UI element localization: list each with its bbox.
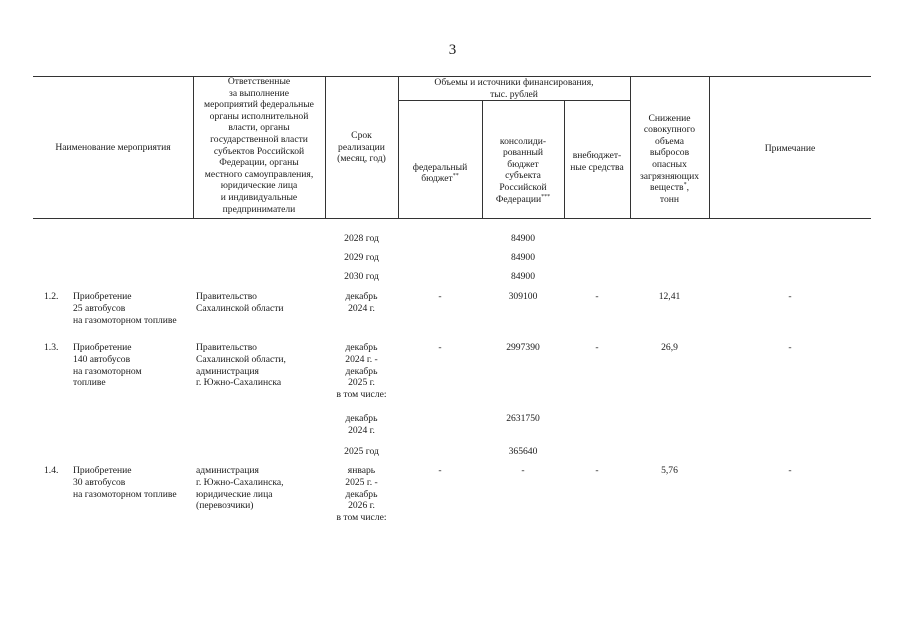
row-1-4-consolidated: - bbox=[521, 465, 525, 476]
row-1-4-reduction: 5,76 bbox=[661, 465, 678, 476]
row-1-2-name: Приобретение 25 автобусов на газомоторном топливе bbox=[73, 291, 177, 326]
header-reduction-text: Снижение совокупного объема выбросов опасных загрязняющих веществ bbox=[639, 112, 699, 194]
row-1-3-extrabudget: - bbox=[595, 342, 599, 353]
header-reduction-unit: , тонн bbox=[659, 182, 689, 205]
row-1-3-name: Приобретение 140 автобусов на газомоторном топливе bbox=[73, 342, 142, 389]
header-consolidated-mark: *** bbox=[541, 193, 551, 200]
header-federal bbox=[398, 150, 482, 185]
header-federal-text: федеральный бюджет bbox=[412, 161, 468, 185]
row-1-3-number: 1.3. bbox=[44, 342, 59, 353]
row-1-4-note: - bbox=[788, 465, 792, 476]
row-1-2-note: - bbox=[788, 291, 792, 302]
header-reduction-mark: * bbox=[683, 181, 687, 188]
row-1-4-term: январь 2025 г. - декабрь 2026 г. в том числе: bbox=[336, 465, 387, 524]
header-reduction bbox=[630, 101, 709, 205]
row-1-2-responsible: Правительство Сахалинской области bbox=[196, 291, 284, 314]
header-federal-mark: ** bbox=[452, 173, 459, 179]
row-1-2-extrabudget: - bbox=[595, 291, 599, 302]
header-bottom-rule bbox=[33, 218, 871, 219]
header-note: Примечание bbox=[764, 143, 816, 154]
header-consolidated-text: консолиди- рованный бюджет субъекта Российской Федерации bbox=[495, 135, 547, 205]
row-1-3a-consolidated: 2631750 bbox=[506, 413, 540, 424]
row-2028-consolidated: 84900 bbox=[511, 233, 535, 244]
row-1-2-consolidated: 309100 bbox=[508, 291, 538, 302]
header-funding-group: Объемы и источники финансирования, тыс. рублей bbox=[434, 77, 594, 100]
row-1-3-consolidated: 2997390 bbox=[506, 342, 540, 353]
row-1-3b-consolidated: 365640 bbox=[508, 446, 538, 457]
row-2028-term: 2028 год bbox=[344, 233, 379, 244]
row-1-3-note: - bbox=[788, 342, 792, 353]
row-1-3-reduction: 26,9 bbox=[661, 342, 678, 353]
header-name: Наименование мероприятия bbox=[55, 142, 171, 153]
row-2030-term: 2030 год bbox=[344, 271, 379, 282]
header-consolidated bbox=[482, 124, 564, 205]
row-1-2-reduction: 12,41 bbox=[658, 291, 681, 302]
row-1-3a-term: декабрь 2024 г. bbox=[345, 413, 378, 436]
row-1-4-extrabudget: - bbox=[595, 465, 599, 476]
row-1-3-responsible: Правительство Сахалинской области, администрация г. Южно-Сахалинска bbox=[196, 342, 286, 389]
header-responsible: Ответственные за выполнение мероприятий федеральные органы исполнительной власти, органы государственной власти субъектов Российской Федерации, органы местного самоуправления, юридические лица и индивидуальные предприниматели bbox=[204, 76, 314, 215]
row-2029-term: 2029 год bbox=[344, 252, 379, 263]
row-1-2-term: декабрь 2024 г. bbox=[345, 291, 378, 314]
header-extrabudget: внебюджет- ные средства bbox=[570, 150, 624, 173]
row-2029-consolidated: 84900 bbox=[511, 252, 535, 263]
header-term: Срок реализации (месяц, год) bbox=[337, 130, 386, 165]
row-1-3-term: декабрь 2024 г. - декабрь 2025 г. в том числе: bbox=[336, 342, 387, 401]
row-1-3-federal: - bbox=[438, 342, 442, 353]
row-1-2-federal: - bbox=[438, 291, 442, 302]
row-1-4-responsible: администрация г. Южно-Сахалинска, юридические лица (перевозчики) bbox=[196, 465, 284, 512]
page-number: 3 bbox=[448, 42, 457, 58]
row-1-4-federal: - bbox=[438, 465, 442, 476]
row-1-2-number: 1.2. bbox=[44, 291, 59, 302]
row-2030-consolidated: 84900 bbox=[511, 271, 535, 282]
row-1-4-name: Приобретение 30 автобусов на газомоторном топливе bbox=[73, 465, 177, 500]
row-1-4-number: 1.4. bbox=[44, 465, 59, 476]
row-1-3b-term: 2025 год bbox=[344, 446, 379, 457]
